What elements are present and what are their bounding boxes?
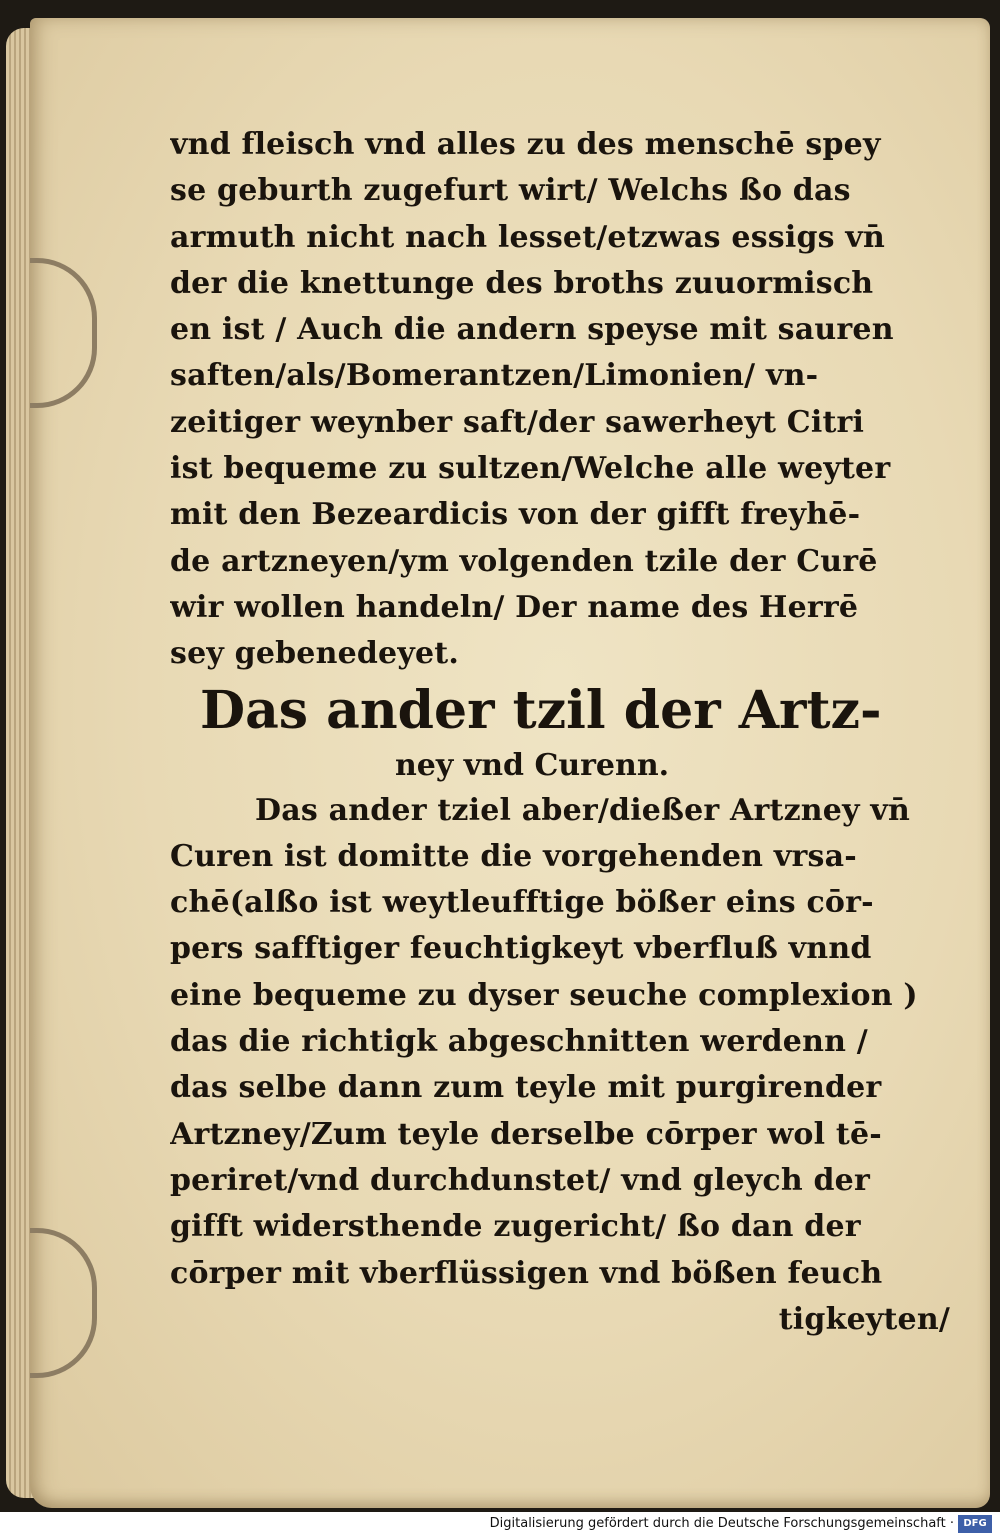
text-line: gifft widersthende zugericht/ ßo dan der bbox=[170, 1209, 861, 1245]
catchword: tigkeyten/ bbox=[778, 1301, 950, 1337]
text-line: das die richtigk abgeschnitten werdenn / bbox=[170, 1024, 868, 1060]
text-line: Artzney/Zum teyle derselbe cōrper wol tē- bbox=[170, 1116, 882, 1152]
text-line: armuth nicht nach lesset/etzwas essigs vn̄ bbox=[170, 219, 886, 255]
text-line: de artzneyen/ym volgenden tzile der Curē bbox=[170, 543, 878, 579]
text-line: se geburth zugefurt wirt/ Welchs ßo das bbox=[170, 173, 851, 209]
clip-upper bbox=[30, 258, 97, 408]
text-line: der die knettunge des broths zuuormisch bbox=[170, 265, 874, 301]
text-line: Curen ist domitte die vorgehenden vrsa- bbox=[170, 838, 857, 874]
text-line: mit den Bezeardicis von der gifft freyhē- bbox=[170, 497, 861, 533]
text-line: das selbe dann zum teyle mit purgirender bbox=[170, 1070, 882, 1106]
text-line: pers safftiger feuchtigkeyt vberfluß vnnd bbox=[170, 931, 872, 967]
footer bbox=[0, 1512, 1000, 1538]
text-line: ist bequeme zu sultzen/Welche alle weyter bbox=[170, 451, 891, 487]
text-line: Das ander tziel aber/dießer Artzney vn̄ bbox=[255, 792, 911, 828]
text-line: sey gebenedeyet. bbox=[170, 636, 459, 672]
text-line: vnd fleisch vnd alles zu des menschē spey bbox=[170, 127, 881, 162]
text-line: periret/vnd durchdunstet/ vnd gleych der bbox=[170, 1162, 870, 1198]
text-line: saften/als/Bomerantzen/Limonien/ vn- bbox=[170, 358, 819, 394]
text-line: zeitiger weynber saft/der sawerheyt Citri bbox=[170, 404, 865, 440]
text-line: chē(alßo ist weytleufftige bößer eins cōr- bbox=[170, 885, 874, 921]
text-line: wir wollen handeln/ Der name des Herrē bbox=[170, 589, 859, 625]
funding-notice: Digitalisierung gefördert durch die Deutsche Forschungsgemeinschaft · bbox=[489, 1516, 954, 1531]
text-line: eine bequeme zu dyser seuche complexion ) bbox=[170, 977, 918, 1013]
page-text bbox=[170, 122, 950, 1343]
section-subheading: ney vnd Curenn. bbox=[395, 747, 670, 783]
clip-lower bbox=[30, 1228, 97, 1378]
text-line: cōrper mit vberflüssigen vnd bößen feuch bbox=[170, 1255, 883, 1291]
section-heading: Das ander tzil der Artz- bbox=[200, 679, 882, 741]
text-line: en ist / Auch die andern speyse mit sauren bbox=[170, 312, 894, 348]
dfg-logo: DFG bbox=[958, 1515, 992, 1533]
